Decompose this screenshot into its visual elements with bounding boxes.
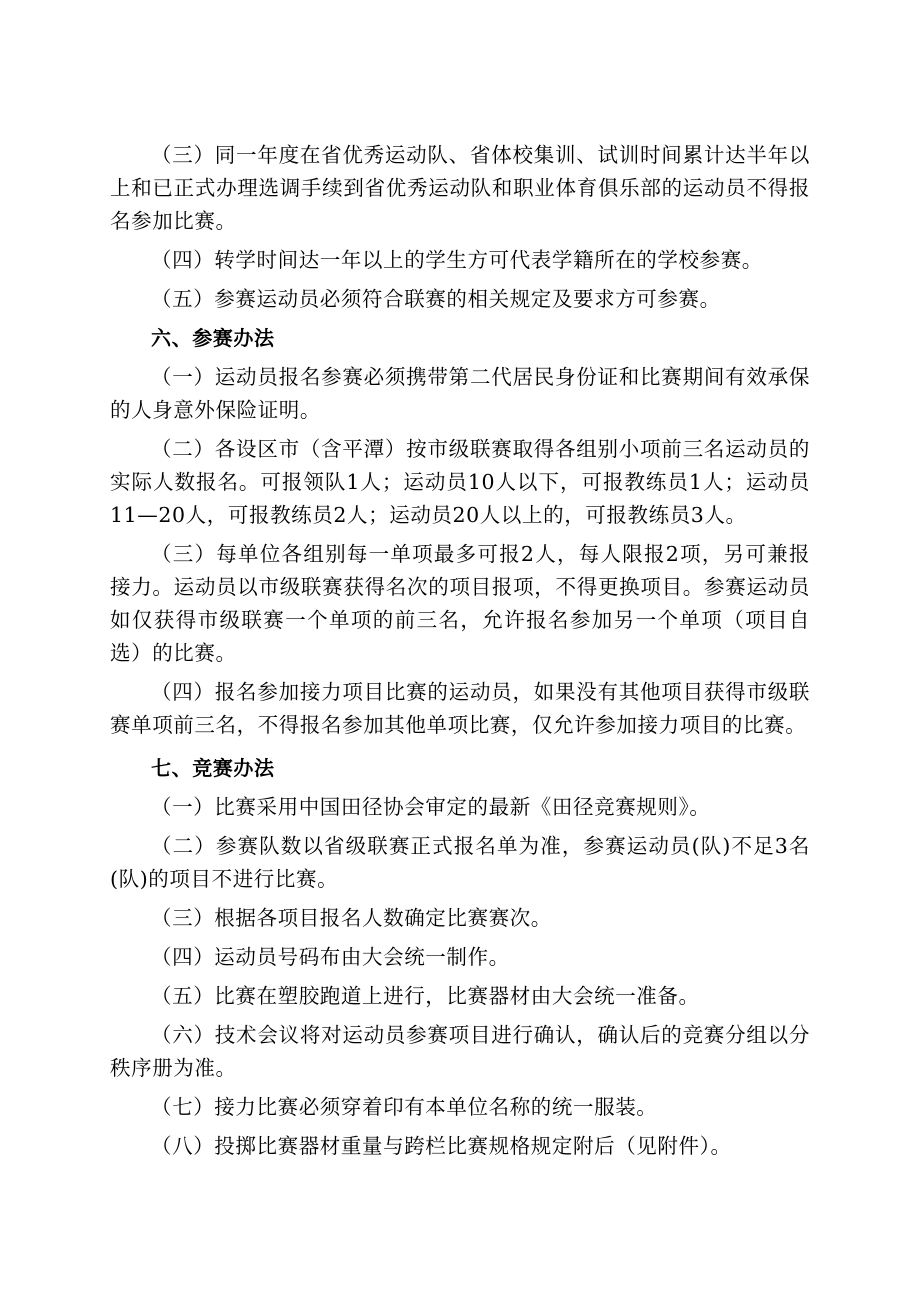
paragraph-6-1: （一）运动员报名参赛必须携带第二代居民身份证和比赛期间有效承保的人身意外保险证明。	[110, 365, 810, 422]
document-body	[110, 139, 810, 1169]
paragraph-7-1: （一）比赛采用中国田径协会审定的最新《田径竞赛规则》。	[151, 795, 711, 819]
paragraph-7-6: （六）技术会议将对运动员参赛项目进行确认，确认后的竞赛分组以分秩序册为准。	[110, 1023, 810, 1080]
paragraph-7-8: （八）投掷比赛器材重量与跨栏比赛规格规定附后（见附件）。	[151, 1134, 732, 1158]
paragraph-7-7: （七）接力比赛必须穿着印有本单位名称的统一服装。	[151, 1095, 658, 1119]
section-heading-6: 六、参赛办法	[151, 326, 275, 350]
paragraph-6-2: （二）各设区市（含平潭）按市级联赛取得各组别小项前三名运动员的实际人数报名。可报领队1人；运动员10人以下，可报教练员1人；运动员11—20人，可报教练员2人；运动员20人以上的，可报教练员3人。	[110, 437, 810, 527]
paragraph-7-3: （三）根据各项目报名人数确定比赛赛次。	[151, 906, 552, 930]
paragraph-7-4: （四）运动员号码布由大会统一制作。	[151, 945, 510, 969]
paragraph-6-4: （四）报名参加接力项目比赛的运动员，如果没有其他项目获得市级联赛单项前三名，不得报名参加其他单项比赛，仅允许参加接力项目的比赛。	[110, 680, 810, 737]
paragraph-5-3: （三）同一年度在省优秀运动队、省体校集训、试训时间累计达半年以上和已正式办理选调手续到省优秀运动队和职业体育俱乐部的运动员不得报名参加比赛。	[110, 143, 810, 233]
paragraph-5-5: （五）参赛运动员必须符合联赛的相关规定及要求方可参赛。	[151, 287, 721, 311]
paragraph-5-4: （四）转学时间达一年以上的学生方可代表学籍所在的学校参赛。	[151, 248, 763, 272]
section-heading-7: 七、竞赛办法	[151, 756, 275, 780]
paragraph-7-5: （五）比赛在塑胶跑道上进行，比赛器材由大会统一准备。	[151, 984, 700, 1008]
paragraph-7-2: （二）参赛队数以省级联赛正式报名单为准，参赛运动员(队)不足3名(队)的项目不进行比赛。	[110, 834, 810, 891]
paragraph-6-3: （三）每单位各组别每一单项最多可报2人，每人限报2项，另可兼报接力。运动员以市级联赛获得名次的项目报项，不得更换项目。参赛运动员如仅获得市级联赛一个单项的前三名，允许报名参加另一个单项（项目自选）的比赛。	[110, 542, 810, 665]
